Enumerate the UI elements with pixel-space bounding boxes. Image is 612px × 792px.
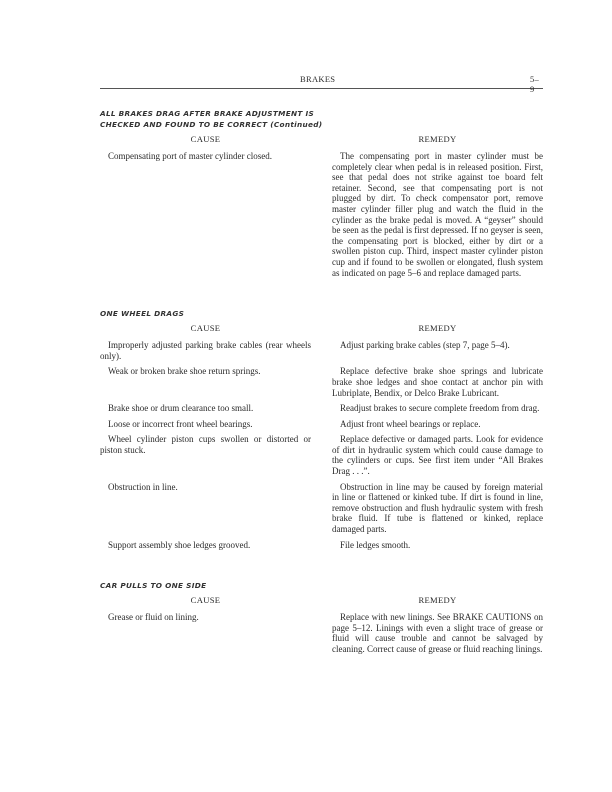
section-heading (100, 308, 543, 319)
remedy-column-header: REMEDY (418, 595, 457, 606)
header-rule (100, 88, 543, 89)
section-heading-line: ONE WHEEL DRAGS (100, 309, 185, 319)
cause-text: Compensating port of master cylinder closed. (108, 151, 272, 161)
section-car-pulls-to-one-side (100, 580, 543, 654)
cause-remedy-table (100, 591, 543, 654)
cause-text: Loose or incorrect front wheel bearings. (108, 418, 253, 429)
cause-text: Brake shoe or drum clearance too small. (108, 403, 254, 414)
remedy-column-header: REMEDY (418, 323, 457, 334)
section-heading (100, 580, 543, 591)
cause-remedy-table (100, 130, 543, 278)
remedy-text: Adjust front wheel bearings or replace. (340, 418, 481, 429)
page-number: 5–9 (530, 74, 540, 94)
cause-text: Grease or fluid on lining. (108, 612, 199, 623)
remedy-text: Replace defective or damaged parts. Look for evidence of dirt in hydraulic system which could cause damage to the cylinders or cups. See first item under “All Brakes Drag . . .”. (332, 434, 543, 477)
cause-column-header: CAUSE (190, 595, 221, 606)
remedy-text: Obstruction in line may be caused by foreign material in line or flattened or kinked tube. If dirt is found in line, remove obstruction and flush hydraulic system with fresh brake fluid. If tube is flattened or kinked, replace damaged parts. (332, 481, 543, 535)
cause-text: Obstruction in line. (108, 481, 178, 492)
section-one-wheel-drags (100, 308, 543, 550)
cause-text: Wheel cylinder piston cups swollen or distorted or piston stuck. (100, 434, 311, 455)
section-heading-line: CHECKED AND FOUND TO BE CORRECT (Continued) (100, 120, 323, 129)
remedy-text: The compensating port in master cylinder must be completely clear when pedal is in released position. First, see that pedal does not strike against toe board felt retainer. Second, see that compensating port is not plugged by dirt. To check compensator port, remove master cylinder filler plug and watch the fluid in the cylinder as the brake pedal is moved. A “geyser” should be seen as the pedal is first depressed. If no geyser is seen, the compensating port is blocked, either by dirt or a swollen piston cup. Third, inspect master cylinder piston cup and if found to be swollen or elongated, flush system as indicated on page 5–6 and replace damaged parts. (332, 151, 543, 278)
remedy-column-header: REMEDY (418, 134, 457, 144)
cause-text: Support assembly shoe ledges grooved. (108, 539, 251, 550)
section-heading (100, 108, 543, 130)
remedy-text: File ledges smooth. (340, 539, 411, 550)
section-all-brakes-drag (100, 108, 543, 278)
remedy-text: Replace defective brake shoe springs and lubricate brake shoe ledges and shoe contact at anchor pin with Lubriplate, Bendix, or Delco Brake Lubricant. (332, 366, 543, 398)
cause-text: Improperly adjusted parking brake cables (rear wheels only). (100, 340, 311, 361)
section-heading-line: CAR PULLS TO ONE SIDE (100, 581, 207, 591)
running-header-title: BRAKES (300, 74, 336, 84)
section-heading-line: ALL BRAKES DRAG AFTER BRAKE ADJUSTMENT IS (100, 109, 315, 118)
remedy-text: Replace with new linings. See BRAKE CAUTIONS on page 5–12. Linings with even a slight trace of grease or fluid will cause trouble and cannot be salvaged by cleaning. Correct cause of grease or fluid reaching linings. (332, 612, 543, 654)
remedy-text: Adjust parking brake cables (step 7, page 5–4). (340, 340, 510, 351)
cause-column-header: CAUSE (190, 323, 221, 334)
remedy-text: Readjust brakes to secure complete freedom from drag. (340, 403, 540, 414)
cause-column-header: CAUSE (190, 134, 221, 144)
cause-remedy-table (100, 319, 543, 550)
running-header (100, 74, 543, 94)
cause-text: Weak or broken brake shoe return springs. (108, 366, 261, 377)
